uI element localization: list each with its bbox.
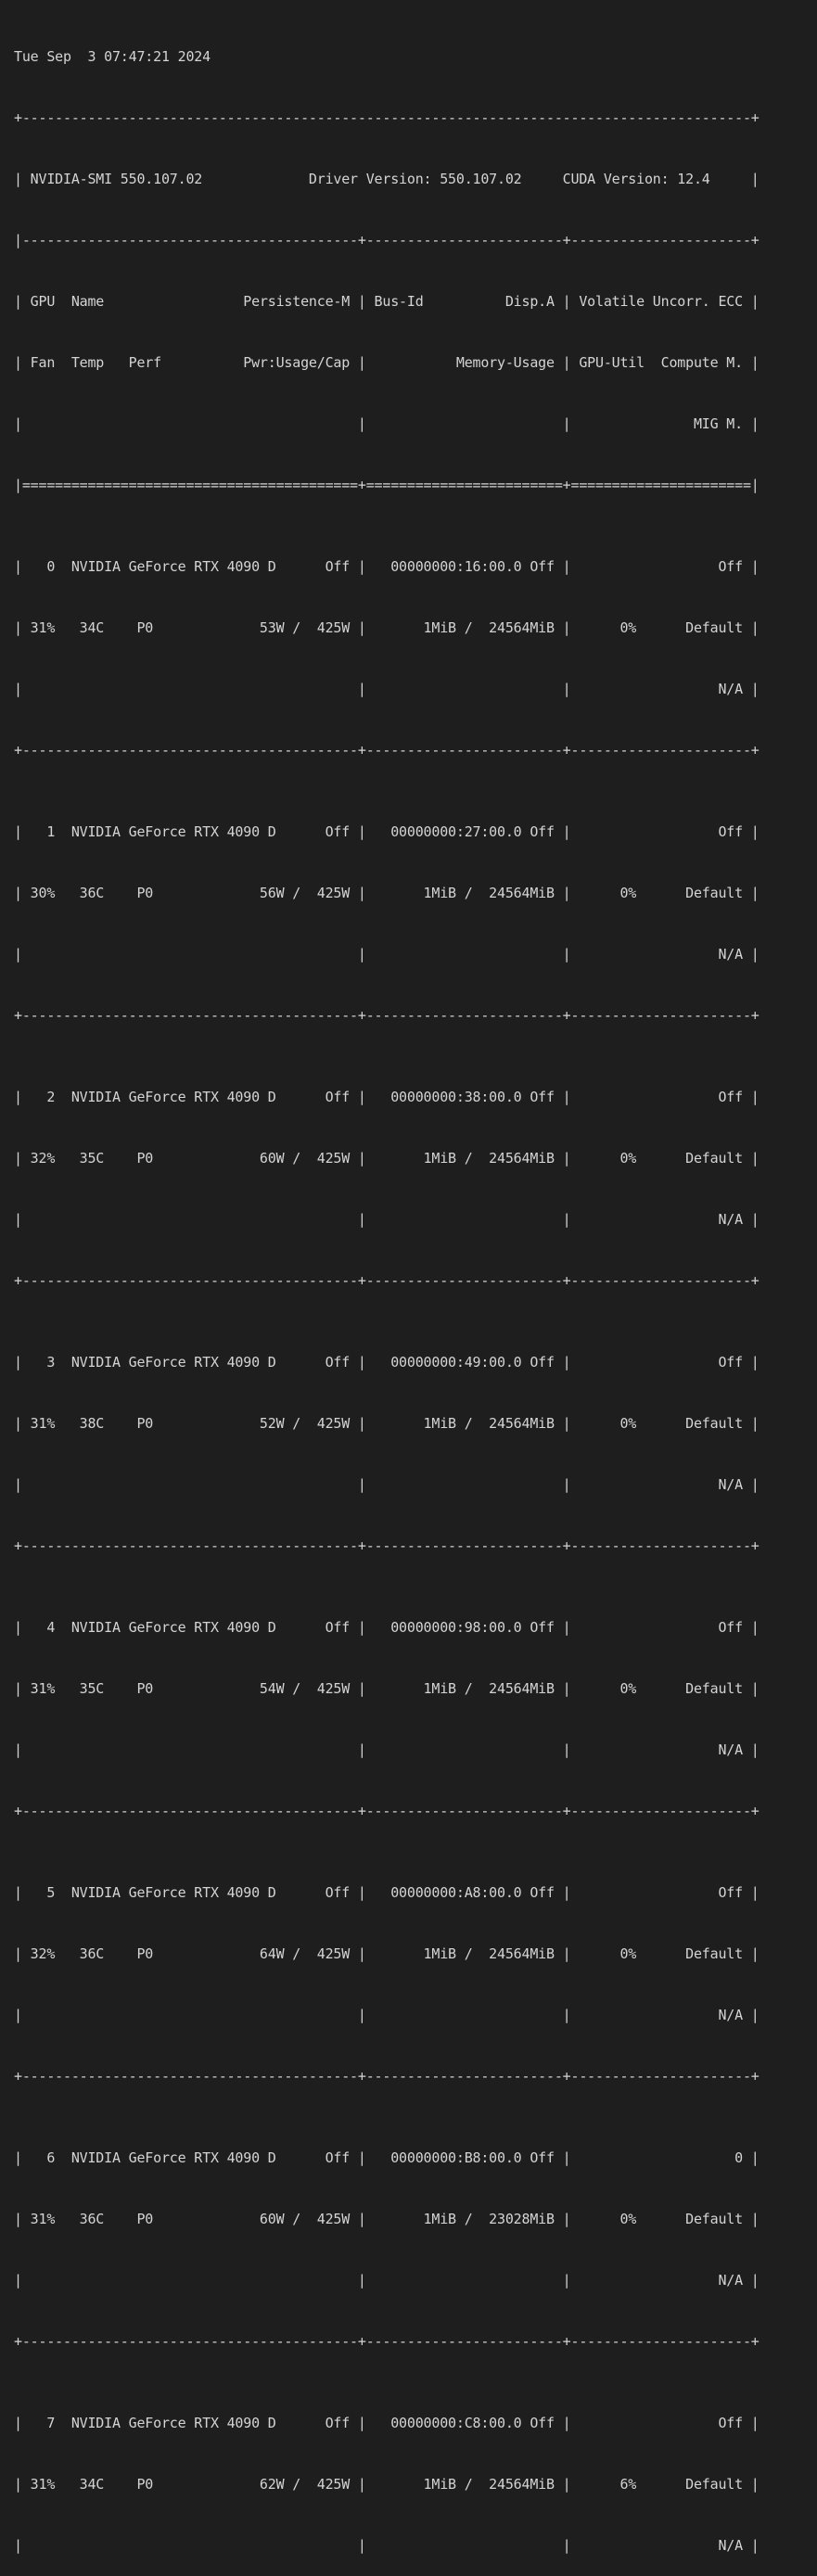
gpu-4-row-2: | 31% 35C P0 54W / 425W | 1MiB / 24564MiB | 0% Default |: [14, 1680, 760, 1697]
gpu-2-row-3: | | | N/A |: [14, 1211, 760, 1228]
row-divider: +-----------------------------------------+------------------------+----------------------+: [14, 1007, 760, 1024]
table-border-top: +-----------------------------------------------------------------------------------------+: [14, 109, 760, 126]
gpu-4-row-1: | 4 NVIDIA GeForce RTX 4090 D Off | 00000000:98:00.0 Off | Off |: [14, 1619, 760, 1636]
gpu-3-row-1: | 3 NVIDIA GeForce RTX 4090 D Off | 00000000:49:00.0 Off | Off |: [14, 1354, 760, 1371]
gpu-1-row-3: | | | N/A |: [14, 946, 760, 963]
gpu-3-row-3: | | | N/A |: [14, 1476, 760, 1493]
gpu-0-row-1: | 0 NVIDIA GeForce RTX 4090 D Off | 00000000:16:00.0 Off | Off |: [14, 558, 760, 575]
row-divider: +-----------------------------------------+------------------------+----------------------+: [14, 2333, 760, 2350]
column-header-row-1: | GPU Name Persistence-M | Bus-Id Disp.A | Volatile Uncorr. ECC |: [14, 293, 760, 310]
gpu-0-row-2: | 31% 34C P0 53W / 425W | 1MiB / 24564MiB | 0% Default |: [14, 619, 760, 636]
gpu-5-row-2: | 32% 36C P0 64W / 425W | 1MiB / 24564MiB | 0% Default |: [14, 1945, 760, 1962]
gpu-7-row-3: | | | N/A |: [14, 2537, 760, 2554]
gpu-5-row-1: | 5 NVIDIA GeForce RTX 4090 D Off | 00000000:A8:00.0 Off | Off |: [14, 1884, 760, 1901]
gpu-3-row-2: | 31% 38C P0 52W / 425W | 1MiB / 24564MiB | 0% Default |: [14, 1415, 760, 1432]
header-divider: |-----------------------------------------+------------------------+----------------------+: [14, 232, 760, 249]
gpu-2-row-2: | 32% 35C P0 60W / 425W | 1MiB / 24564MiB | 0% Default |: [14, 1150, 760, 1167]
row-divider: +-----------------------------------------+------------------------+----------------------+: [14, 1272, 760, 1289]
gpu-6-row-1: | 6 NVIDIA GeForce RTX 4090 D Off | 00000000:B8:00.0 Off | 0 |: [14, 2149, 760, 2166]
gpu-2-row-1: | 2 NVIDIA GeForce RTX 4090 D Off | 00000000:38:00.0 Off | Off |: [14, 1089, 760, 1105]
gpu-5-row-3: | | | N/A |: [14, 2007, 760, 2023]
gpu-4-row-3: | | | N/A |: [14, 1741, 760, 1758]
version-header-row: | NVIDIA-SMI 550.107.02 Driver Version: 550.107.02 CUDA Version: 12.4 |: [14, 171, 760, 187]
gpu-6-row-3: | | | N/A |: [14, 2272, 760, 2289]
row-divider: +-----------------------------------------+------------------------+----------------------+: [14, 1537, 760, 1554]
timestamp-line: Tue Sep 3 07:47:21 2024: [14, 48, 211, 65]
row-divider: +-----------------------------------------+------------------------+----------------------+: [14, 1803, 760, 1819]
column-header-row-2: | Fan Temp Perf Pwr:Usage/Cap | Memory-Usage | GPU-Util Compute M. |: [14, 354, 760, 371]
row-divider: +-----------------------------------------+------------------------+----------------------+: [14, 2068, 760, 2085]
row-divider: +-----------------------------------------+------------------------+----------------------+: [14, 742, 760, 759]
column-header-row-3: | | | MIG M. |: [14, 415, 760, 432]
gpu-1-row-1: | 1 NVIDIA GeForce RTX 4090 D Off | 00000000:27:00.0 Off | Off |: [14, 823, 760, 840]
gpu-7-row-2: | 31% 34C P0 62W / 425W | 1MiB / 24564MiB | 6% Default |: [14, 2476, 760, 2493]
gpu-6-row-2: | 31% 36C P0 60W / 425W | 1MiB / 23028MiB | 0% Default |: [14, 2211, 760, 2227]
gpu-7-row-1: | 7 NVIDIA GeForce RTX 4090 D Off | 00000000:C8:00.0 Off | Off |: [14, 2415, 760, 2431]
gpu-1-row-2: | 30% 36C P0 56W / 425W | 1MiB / 24564MiB | 0% Default |: [14, 885, 760, 901]
header-double-divider: |=========================================+========================+======================|: [14, 477, 760, 493]
gpu-0-row-3: | | | N/A |: [14, 681, 760, 697]
